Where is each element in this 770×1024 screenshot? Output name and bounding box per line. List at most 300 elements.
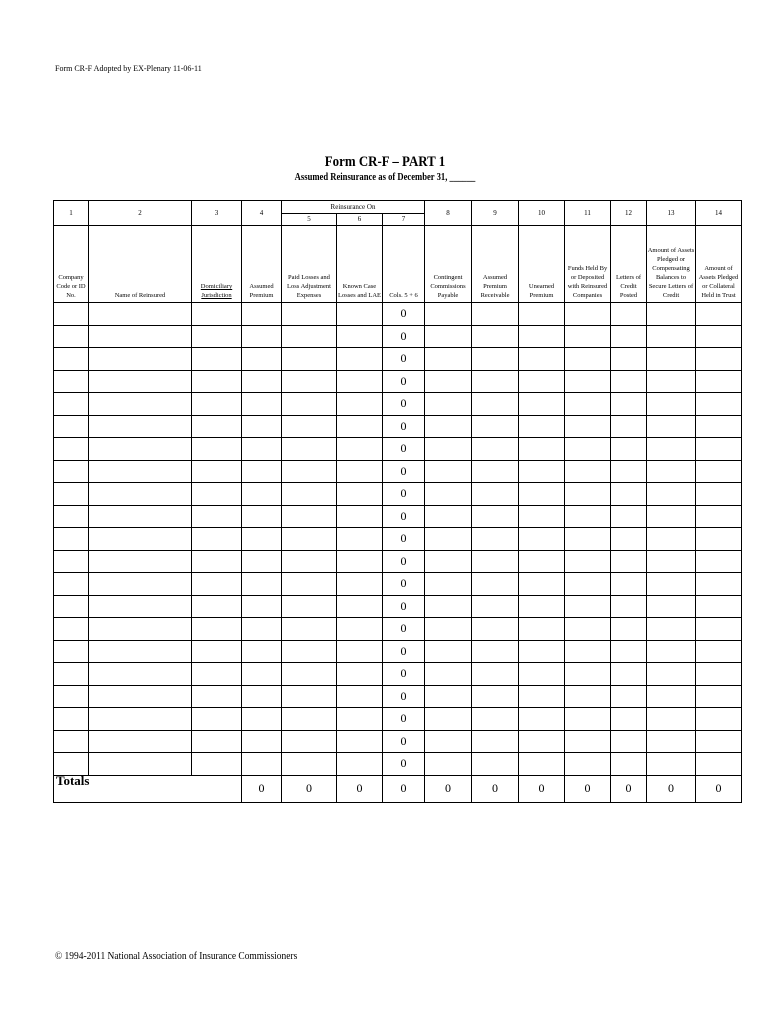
row-cell-col-3[interactable]	[192, 550, 242, 573]
row-cell-col-9[interactable]	[472, 663, 519, 686]
row-cell-col-3[interactable]	[192, 348, 242, 371]
row-cell-col-4[interactable]	[242, 550, 282, 573]
row-cell-col-7[interactable]: 0	[383, 573, 425, 596]
row-cell-col-7[interactable]: 0	[383, 303, 425, 326]
row-cell-col-1[interactable]	[54, 415, 89, 438]
row-cell-col-3[interactable]	[192, 460, 242, 483]
row-cell-col-4[interactable]	[242, 393, 282, 416]
row-cell-col-8[interactable]	[425, 753, 472, 776]
row-cell-col-3[interactable]	[192, 483, 242, 506]
row-cell-col-5[interactable]	[282, 460, 337, 483]
row-cell-col-5[interactable]	[282, 753, 337, 776]
row-cell-col-4[interactable]	[242, 573, 282, 596]
row-cell-col-9[interactable]	[472, 438, 519, 461]
row-cell-col-6[interactable]	[337, 370, 383, 393]
row-cell-col-4[interactable]	[242, 708, 282, 731]
row-cell-col-1[interactable]	[54, 393, 89, 416]
row-cell-col-13[interactable]	[647, 393, 696, 416]
row-cell-col-8[interactable]	[425, 303, 472, 326]
row-cell-col-2[interactable]	[89, 393, 192, 416]
row-cell-col-3[interactable]	[192, 663, 242, 686]
row-cell-col-3[interactable]	[192, 393, 242, 416]
row-cell-col-13[interactable]	[647, 573, 696, 596]
row-cell-col-9[interactable]	[472, 483, 519, 506]
row-cell-col-7[interactable]: 0	[383, 415, 425, 438]
row-cell-col-11[interactable]	[565, 325, 611, 348]
row-cell-col-8[interactable]	[425, 393, 472, 416]
row-cell-col-1[interactable]	[54, 595, 89, 618]
column-header-row	[54, 226, 742, 303]
row-cell-col-5[interactable]	[282, 685, 337, 708]
row-cell-col-14[interactable]	[696, 393, 742, 416]
row-cell-col-6[interactable]	[337, 640, 383, 663]
row-cell-col-10[interactable]	[519, 708, 565, 731]
row-cell-col-13[interactable]	[647, 685, 696, 708]
row-cell-col-8[interactable]	[425, 348, 472, 371]
table-row	[54, 325, 742, 348]
row-cell-col-2[interactable]	[89, 753, 192, 776]
row-cell-col-8[interactable]	[425, 460, 472, 483]
row-cell-col-7[interactable]: 0	[383, 460, 425, 483]
row-cell-col-12[interactable]	[611, 663, 647, 686]
row-cell-col-2[interactable]	[89, 573, 192, 596]
row-cell-col-7[interactable]: 0	[383, 640, 425, 663]
row-cell-col-9[interactable]	[472, 393, 519, 416]
row-cell-col-3[interactable]	[192, 730, 242, 753]
row-cell-col-13[interactable]	[647, 483, 696, 506]
row-cell-col-4[interactable]	[242, 325, 282, 348]
row-cell-col-10[interactable]	[519, 483, 565, 506]
row-cell-col-14[interactable]	[696, 640, 742, 663]
row-cell-col-14[interactable]	[696, 483, 742, 506]
row-cell-col-13[interactable]	[647, 528, 696, 551]
row-cell-col-7[interactable]: 0	[383, 483, 425, 506]
row-cell-col-4[interactable]	[242, 730, 282, 753]
row-cell-col-3[interactable]	[192, 618, 242, 641]
row-cell-col-1[interactable]	[54, 528, 89, 551]
row-cell-col-8[interactable]	[425, 505, 472, 528]
row-cell-col-8[interactable]	[425, 415, 472, 438]
row-cell-col-9[interactable]	[472, 348, 519, 371]
row-cell-col-3[interactable]	[192, 438, 242, 461]
row-cell-col-10[interactable]	[519, 528, 565, 551]
row-cell-col-5[interactable]	[282, 595, 337, 618]
row-cell-col-12[interactable]	[611, 370, 647, 393]
row-cell-col-14[interactable]	[696, 528, 742, 551]
row-cell-col-14[interactable]	[696, 550, 742, 573]
row-cell-col-14[interactable]	[696, 303, 742, 326]
row-cell-col-5[interactable]	[282, 663, 337, 686]
row-cell-col-2[interactable]	[89, 483, 192, 506]
row-cell-col-3[interactable]	[192, 528, 242, 551]
row-cell-col-2[interactable]	[89, 663, 192, 686]
row-cell-col-13[interactable]	[647, 348, 696, 371]
row-cell-col-2[interactable]	[89, 325, 192, 348]
row-cell-col-11[interactable]	[565, 505, 611, 528]
row-cell-col-9[interactable]	[472, 595, 519, 618]
row-cell-col-1[interactable]	[54, 550, 89, 573]
row-cell-col-5[interactable]	[282, 618, 337, 641]
row-cell-col-3[interactable]	[192, 370, 242, 393]
row-cell-col-10[interactable]	[519, 753, 565, 776]
row-cell-col-12[interactable]	[611, 550, 647, 573]
row-cell-col-4[interactable]	[242, 438, 282, 461]
row-cell-col-11[interactable]	[565, 573, 611, 596]
row-cell-col-14[interactable]	[696, 348, 742, 371]
row-cell-col-13[interactable]	[647, 325, 696, 348]
row-cell-col-11[interactable]	[565, 303, 611, 326]
row-cell-col-10[interactable]	[519, 685, 565, 708]
row-cell-col-1[interactable]	[54, 708, 89, 731]
row-cell-col-10[interactable]	[519, 460, 565, 483]
row-cell-col-9[interactable]	[472, 753, 519, 776]
row-cell-col-2[interactable]	[89, 595, 192, 618]
row-cell-col-7[interactable]: 0	[383, 370, 425, 393]
row-cell-col-6[interactable]	[337, 595, 383, 618]
row-cell-col-14[interactable]	[696, 325, 742, 348]
row-cell-col-5[interactable]	[282, 528, 337, 551]
row-cell-col-9[interactable]	[472, 708, 519, 731]
row-cell-col-12[interactable]	[611, 348, 647, 371]
row-cell-col-4[interactable]	[242, 640, 282, 663]
row-cell-col-4[interactable]	[242, 618, 282, 641]
row-cell-col-6[interactable]	[337, 685, 383, 708]
row-cell-col-6[interactable]	[337, 753, 383, 776]
row-cell-col-4[interactable]	[242, 753, 282, 776]
row-cell-col-7[interactable]: 0	[383, 708, 425, 731]
row-cell-col-12[interactable]	[611, 708, 647, 731]
row-cell-col-7[interactable]: 0	[383, 730, 425, 753]
row-cell-col-4[interactable]	[242, 483, 282, 506]
row-cell-col-11[interactable]	[565, 415, 611, 438]
row-cell-col-2[interactable]	[89, 460, 192, 483]
row-cell-col-10[interactable]	[519, 663, 565, 686]
row-cell-col-10[interactable]	[519, 640, 565, 663]
row-cell-col-3[interactable]	[192, 325, 242, 348]
row-cell-col-9[interactable]	[472, 730, 519, 753]
row-cell-col-10[interactable]	[519, 415, 565, 438]
row-cell-col-6[interactable]	[337, 663, 383, 686]
total-col-12: 0	[611, 775, 647, 802]
row-cell-col-1[interactable]	[54, 460, 89, 483]
row-cell-col-6[interactable]	[337, 730, 383, 753]
row-cell-col-9[interactable]	[472, 573, 519, 596]
row-cell-col-8[interactable]	[425, 438, 472, 461]
row-cell-col-3[interactable]	[192, 753, 242, 776]
row-cell-col-13[interactable]	[647, 438, 696, 461]
row-cell-col-8[interactable]	[425, 550, 472, 573]
row-cell-col-4[interactable]	[242, 505, 282, 528]
row-cell-col-11[interactable]	[565, 685, 611, 708]
row-cell-col-13[interactable]	[647, 708, 696, 731]
row-cell-col-2[interactable]	[89, 618, 192, 641]
row-cell-col-6[interactable]	[337, 618, 383, 641]
row-cell-col-9[interactable]	[472, 505, 519, 528]
row-cell-col-2[interactable]	[89, 640, 192, 663]
row-cell-col-9[interactable]	[472, 685, 519, 708]
row-cell-col-1[interactable]	[54, 438, 89, 461]
row-cell-col-2[interactable]	[89, 550, 192, 573]
row-cell-col-1[interactable]	[54, 685, 89, 708]
row-cell-col-5[interactable]	[282, 348, 337, 371]
row-cell-col-2[interactable]	[89, 528, 192, 551]
row-cell-col-14[interactable]	[696, 415, 742, 438]
row-cell-col-5[interactable]	[282, 303, 337, 326]
row-cell-col-8[interactable]	[425, 685, 472, 708]
row-cell-col-14[interactable]	[696, 438, 742, 461]
row-cell-col-4[interactable]	[242, 528, 282, 551]
row-cell-col-10[interactable]	[519, 370, 565, 393]
row-cell-col-8[interactable]	[425, 483, 472, 506]
row-cell-col-4[interactable]	[242, 303, 282, 326]
row-cell-col-11[interactable]	[565, 663, 611, 686]
row-cell-col-1[interactable]	[54, 483, 89, 506]
row-cell-col-9[interactable]	[472, 640, 519, 663]
row-cell-col-7[interactable]: 0	[383, 325, 425, 348]
row-cell-col-1[interactable]	[54, 505, 89, 528]
row-cell-col-11[interactable]	[565, 640, 611, 663]
row-cell-col-14[interactable]	[696, 618, 742, 641]
row-cell-col-1[interactable]	[54, 730, 89, 753]
row-cell-col-7[interactable]: 0	[383, 393, 425, 416]
row-cell-col-12[interactable]	[611, 460, 647, 483]
row-cell-col-7[interactable]: 0	[383, 595, 425, 618]
row-cell-col-13[interactable]	[647, 640, 696, 663]
row-cell-col-6[interactable]	[337, 460, 383, 483]
row-cell-col-13[interactable]	[647, 663, 696, 686]
row-cell-col-1[interactable]	[54, 618, 89, 641]
row-cell-col-5[interactable]	[282, 550, 337, 573]
row-cell-col-9[interactable]	[472, 460, 519, 483]
row-cell-col-12[interactable]	[611, 573, 647, 596]
row-cell-col-11[interactable]	[565, 618, 611, 641]
row-cell-col-14[interactable]	[696, 730, 742, 753]
row-cell-col-9[interactable]	[472, 550, 519, 573]
row-cell-col-12[interactable]	[611, 483, 647, 506]
row-cell-col-5[interactable]	[282, 483, 337, 506]
row-cell-col-8[interactable]	[425, 325, 472, 348]
row-cell-col-4[interactable]	[242, 370, 282, 393]
row-cell-col-6[interactable]	[337, 483, 383, 506]
row-cell-col-6[interactable]	[337, 528, 383, 551]
row-cell-col-9[interactable]	[472, 528, 519, 551]
row-cell-col-9[interactable]	[472, 303, 519, 326]
row-cell-col-1[interactable]	[54, 370, 89, 393]
row-cell-col-1[interactable]	[54, 325, 89, 348]
row-cell-col-7[interactable]: 0	[383, 528, 425, 551]
row-cell-col-4[interactable]	[242, 685, 282, 708]
row-cell-col-14[interactable]	[696, 663, 742, 686]
row-cell-col-2[interactable]	[89, 685, 192, 708]
row-cell-col-12[interactable]	[611, 595, 647, 618]
row-cell-col-11[interactable]	[565, 595, 611, 618]
row-cell-col-9[interactable]	[472, 370, 519, 393]
row-cell-col-5[interactable]	[282, 505, 337, 528]
row-cell-col-3[interactable]	[192, 708, 242, 731]
row-cell-col-8[interactable]	[425, 595, 472, 618]
row-cell-col-3[interactable]	[192, 505, 242, 528]
row-cell-col-12[interactable]	[611, 640, 647, 663]
row-cell-col-14[interactable]	[696, 753, 742, 776]
row-cell-col-10[interactable]	[519, 505, 565, 528]
row-cell-col-2[interactable]	[89, 415, 192, 438]
header-known-case-losses: Known Case Losses and LAE	[337, 226, 383, 303]
row-cell-col-11[interactable]	[565, 348, 611, 371]
row-cell-col-8[interactable]	[425, 730, 472, 753]
row-cell-col-12[interactable]	[611, 325, 647, 348]
row-cell-col-2[interactable]	[89, 505, 192, 528]
row-cell-col-13[interactable]	[647, 460, 696, 483]
row-cell-col-6[interactable]	[337, 550, 383, 573]
total-col-13: 0	[647, 775, 696, 802]
row-cell-col-3[interactable]	[192, 640, 242, 663]
row-cell-col-11[interactable]	[565, 550, 611, 573]
row-cell-col-13[interactable]	[647, 595, 696, 618]
row-cell-col-10[interactable]	[519, 303, 565, 326]
row-cell-col-6[interactable]	[337, 393, 383, 416]
row-cell-col-4[interactable]	[242, 415, 282, 438]
row-cell-col-8[interactable]	[425, 708, 472, 731]
table-row	[54, 663, 742, 686]
row-cell-col-7[interactable]: 0	[383, 618, 425, 641]
row-cell-col-8[interactable]	[425, 640, 472, 663]
row-cell-col-7[interactable]: 0	[383, 438, 425, 461]
row-cell-col-7[interactable]: 0	[383, 663, 425, 686]
row-cell-col-4[interactable]	[242, 663, 282, 686]
row-cell-col-6[interactable]	[337, 348, 383, 371]
row-cell-col-1[interactable]	[54, 663, 89, 686]
row-cell-col-12[interactable]	[611, 753, 647, 776]
row-cell-col-2[interactable]	[89, 303, 192, 326]
row-cell-col-14[interactable]	[696, 460, 742, 483]
row-cell-col-8[interactable]	[425, 573, 472, 596]
row-cell-col-12[interactable]	[611, 505, 647, 528]
row-cell-col-2[interactable]	[89, 730, 192, 753]
row-cell-col-2[interactable]	[89, 348, 192, 371]
row-cell-col-5[interactable]	[282, 708, 337, 731]
row-cell-col-5[interactable]	[282, 370, 337, 393]
row-cell-col-14[interactable]	[696, 505, 742, 528]
row-cell-col-10[interactable]	[519, 325, 565, 348]
row-cell-col-2[interactable]	[89, 438, 192, 461]
row-cell-col-11[interactable]	[565, 460, 611, 483]
row-cell-col-10[interactable]	[519, 595, 565, 618]
row-cell-col-8[interactable]	[425, 663, 472, 686]
row-cell-col-3[interactable]	[192, 685, 242, 708]
row-cell-col-5[interactable]	[282, 393, 337, 416]
row-cell-col-7[interactable]: 0	[383, 685, 425, 708]
row-cell-col-11[interactable]	[565, 370, 611, 393]
row-cell-col-11[interactable]	[565, 708, 611, 731]
row-cell-col-6[interactable]	[337, 573, 383, 596]
row-cell-col-14[interactable]	[696, 708, 742, 731]
row-cell-col-5[interactable]	[282, 640, 337, 663]
row-cell-col-11[interactable]	[565, 438, 611, 461]
row-cell-col-13[interactable]	[647, 730, 696, 753]
row-cell-col-1[interactable]	[54, 573, 89, 596]
row-cell-col-8[interactable]	[425, 528, 472, 551]
row-cell-col-5[interactable]	[282, 438, 337, 461]
row-cell-col-8[interactable]	[425, 618, 472, 641]
row-cell-col-4[interactable]	[242, 595, 282, 618]
row-cell-col-3[interactable]	[192, 573, 242, 596]
row-cell-col-6[interactable]	[337, 438, 383, 461]
row-cell-col-13[interactable]	[647, 753, 696, 776]
row-cell-col-12[interactable]	[611, 415, 647, 438]
row-cell-col-2[interactable]	[89, 370, 192, 393]
row-cell-col-6[interactable]	[337, 708, 383, 731]
row-cell-col-10[interactable]	[519, 573, 565, 596]
row-cell-col-10[interactable]	[519, 550, 565, 573]
row-cell-col-1[interactable]	[54, 348, 89, 371]
row-cell-col-10[interactable]	[519, 730, 565, 753]
row-cell-col-3[interactable]	[192, 415, 242, 438]
row-cell-col-8[interactable]	[425, 370, 472, 393]
row-cell-col-11[interactable]	[565, 753, 611, 776]
row-cell-col-10[interactable]	[519, 393, 565, 416]
row-cell-col-12[interactable]	[611, 303, 647, 326]
row-cell-col-13[interactable]	[647, 303, 696, 326]
row-cell-col-6[interactable]	[337, 325, 383, 348]
row-cell-col-14[interactable]	[696, 573, 742, 596]
row-cell-col-12[interactable]	[611, 393, 647, 416]
row-cell-col-5[interactable]	[282, 730, 337, 753]
row-cell-col-12[interactable]	[611, 730, 647, 753]
row-cell-col-11[interactable]	[565, 393, 611, 416]
row-cell-col-9[interactable]	[472, 415, 519, 438]
row-cell-col-13[interactable]	[647, 618, 696, 641]
row-cell-col-4[interactable]	[242, 460, 282, 483]
row-cell-col-14[interactable]	[696, 595, 742, 618]
row-cell-col-3[interactable]	[192, 595, 242, 618]
row-cell-col-12[interactable]	[611, 685, 647, 708]
row-cell-col-2[interactable]	[89, 708, 192, 731]
row-cell-col-12[interactable]	[611, 528, 647, 551]
row-cell-col-5[interactable]	[282, 573, 337, 596]
row-cell-col-6[interactable]	[337, 303, 383, 326]
row-cell-col-9[interactable]	[472, 325, 519, 348]
row-cell-col-14[interactable]	[696, 370, 742, 393]
row-cell-col-13[interactable]	[647, 370, 696, 393]
row-cell-col-11[interactable]	[565, 730, 611, 753]
row-cell-col-3[interactable]	[192, 303, 242, 326]
row-cell-col-11[interactable]	[565, 528, 611, 551]
row-cell-col-5[interactable]	[282, 415, 337, 438]
row-cell-col-7[interactable]: 0	[383, 505, 425, 528]
row-cell-col-10[interactable]	[519, 618, 565, 641]
row-cell-col-7[interactable]: 0	[383, 550, 425, 573]
row-cell-col-9[interactable]	[472, 618, 519, 641]
row-cell-col-1[interactable]	[54, 640, 89, 663]
row-cell-col-7[interactable]: 0	[383, 348, 425, 371]
row-cell-col-7[interactable]: 0	[383, 753, 425, 776]
row-cell-col-12[interactable]	[611, 618, 647, 641]
row-cell-col-1[interactable]	[54, 753, 89, 776]
row-cell-col-5[interactable]	[282, 325, 337, 348]
row-cell-col-10[interactable]	[519, 438, 565, 461]
row-cell-col-14[interactable]	[696, 685, 742, 708]
row-cell-col-4[interactable]	[242, 348, 282, 371]
row-cell-col-1[interactable]	[54, 303, 89, 326]
row-cell-col-10[interactable]	[519, 348, 565, 371]
row-cell-col-11[interactable]	[565, 483, 611, 506]
row-cell-col-12[interactable]	[611, 438, 647, 461]
row-cell-col-13[interactable]	[647, 505, 696, 528]
row-cell-col-6[interactable]	[337, 505, 383, 528]
row-cell-col-13[interactable]	[647, 550, 696, 573]
row-cell-col-6[interactable]	[337, 415, 383, 438]
row-cell-col-13[interactable]	[647, 415, 696, 438]
